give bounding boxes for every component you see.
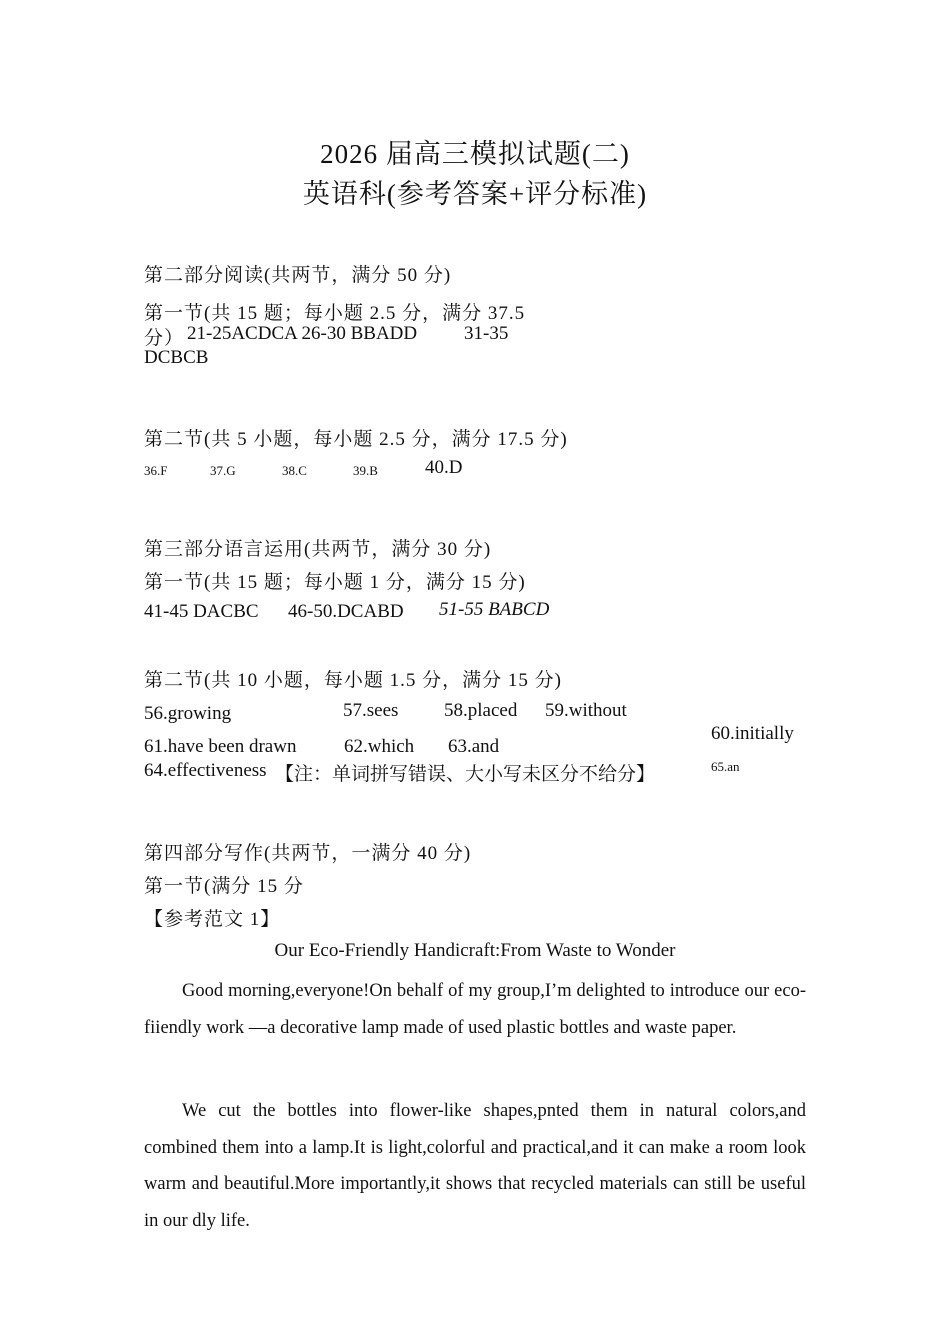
- part2-sec1-answers-cont: 31-35: [464, 323, 509, 344]
- part3-sec1-answers: 41-45 DACBC: [144, 601, 259, 622]
- part2-sec1-answers-last: DCBCB: [144, 347, 209, 368]
- part3-heading: 第三部分语言运用(共两节，满分 30 分): [144, 539, 492, 560]
- document-title: 2026 届高三模拟试题(二): [320, 139, 630, 169]
- answer-65: 65.an: [711, 759, 740, 774]
- part2-sec2-heading: 第二节(共 5 小题，每小题 2.5 分，满分 17.5 分): [144, 429, 568, 450]
- document-subtitle: 英语科(参考答案+评分标准): [302, 179, 648, 209]
- answer-58: 58.placed: [444, 700, 518, 721]
- part2-sec1-heading: 第一节(共 15 题；每小题 2.5 分，满分 37.5: [144, 303, 526, 324]
- answer-60: 60.initially: [711, 723, 794, 744]
- grading-note: 【注：单词拼写错误、大小写未区分不给分】: [275, 764, 656, 785]
- answer-62: 62.which: [344, 736, 415, 757]
- answer-59: 59.without: [545, 700, 627, 721]
- part3-sec1-answers-last: 51-55 BABCD: [439, 599, 550, 620]
- part4-sec1-heading: 第一节(满分 15 分: [144, 876, 304, 897]
- answer-57: 57.sees: [343, 700, 399, 721]
- part2-heading: 第二部分阅读(共两节，满分 50 分): [144, 265, 452, 286]
- answer-39: 39.B: [353, 463, 378, 478]
- part2-sec1-answers: 21-25ACDCA 26-30 BBADD: [187, 323, 418, 344]
- part3-sec2-heading: 第二节(共 10 小题，每小题 1.5 分，满分 15 分): [144, 670, 562, 691]
- part3-sec1-heading: 第一节(共 15 题；每小题 1 分，满分 15 分): [144, 572, 526, 593]
- part3-sec1-answers-cont: 46-50.DCABD: [288, 601, 404, 622]
- part4-heading: 第四部分写作(共两节，一满分 40 分): [144, 843, 472, 864]
- answer-36: 36.F: [144, 463, 168, 478]
- essay-paragraph-1: Good morning,everyone!On behalf of my group,I’m delighted to introduce our eco-fiiendly work —a decorative lamp made of used plastic bottles and waste paper.: [144, 981, 806, 1038]
- sample-essay-label: 【参考范文 1】: [144, 909, 281, 930]
- answer-56: 56.growing: [144, 703, 232, 724]
- answer-64: 64.effectiveness: [144, 760, 267, 781]
- essay-title: Our Eco-Friendly Handicraft:From Waste to Wonder: [274, 940, 676, 961]
- answer-61: 61.have been drawn: [144, 736, 297, 757]
- answer-40: 40.D: [425, 457, 463, 478]
- answer-37: 37.G: [210, 463, 236, 478]
- essay-paragraph-2: We cut the bottles into flower-like shapes,pnted them in natural colors,and combined them into a lamp.It is light,colorful and practical,and it can make a room look warm and beautiful.More importantly,it shows that recycled materials can still be useful in our dly life.: [144, 1101, 806, 1231]
- part2-sec1-heading-cont: 分）: [144, 328, 185, 349]
- answer-38: 38.C: [282, 463, 307, 478]
- answer-63: 63.and: [448, 736, 500, 757]
